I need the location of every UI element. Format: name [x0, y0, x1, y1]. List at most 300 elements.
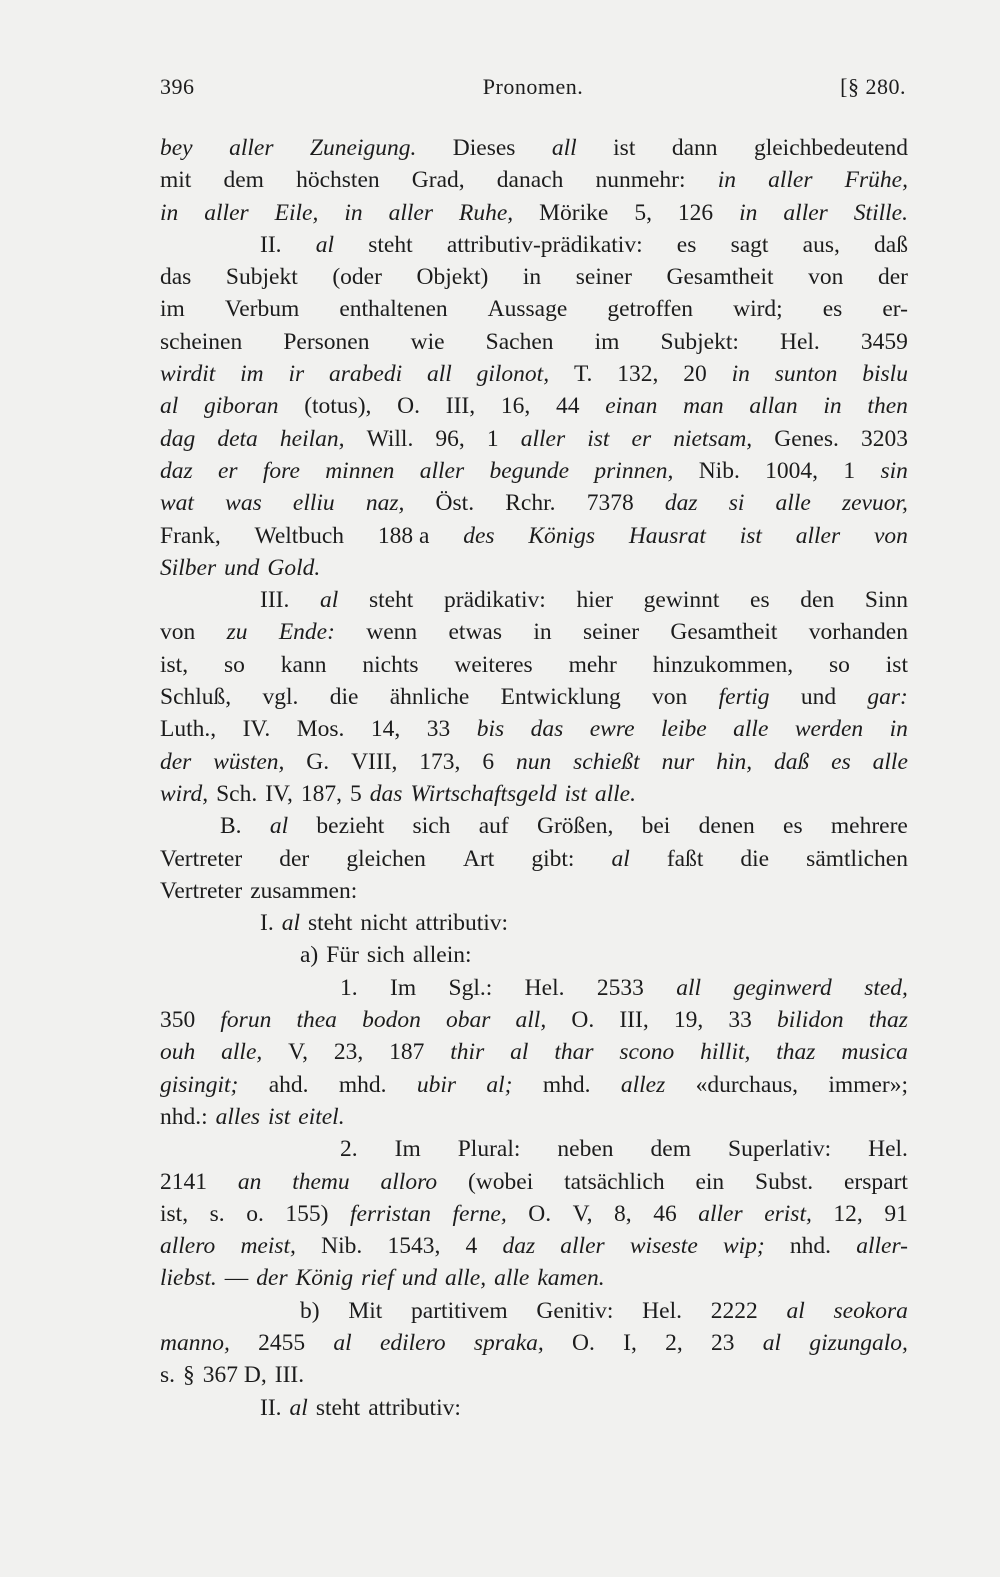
italic-word: allez	[620, 1071, 666, 1098]
word: Rchr.	[505, 490, 556, 517]
word: Mos.	[296, 716, 345, 743]
word: sagt	[730, 231, 769, 258]
italic-word: in	[731, 361, 750, 388]
word: es	[783, 813, 803, 840]
italic-word: al	[315, 231, 335, 258]
word: er-	[882, 296, 908, 323]
italic-word: werden	[794, 716, 864, 743]
italic-word: edilero	[379, 1329, 446, 1356]
word: höchsten	[296, 167, 380, 194]
text-line	[160, 261, 908, 293]
word: Subst.	[755, 1168, 814, 1195]
italic-word: in	[823, 393, 842, 420]
italic-word: nur	[661, 748, 695, 775]
word: III.	[274, 1362, 305, 1389]
text-line	[160, 293, 908, 325]
italic-word: Stille.	[853, 199, 908, 226]
word: Hel.	[780, 328, 820, 355]
word: 91	[884, 1200, 908, 1227]
word: daß	[874, 231, 908, 258]
word: 44	[555, 393, 580, 420]
italic-word: then	[867, 393, 908, 420]
italic-word: gar:	[867, 684, 908, 711]
word: Objekt)	[416, 264, 489, 291]
text-line	[160, 229, 908, 261]
word: bezieht	[316, 813, 385, 840]
text-line	[160, 1198, 908, 1230]
italic-word: all	[676, 974, 702, 1001]
word: getroffen	[607, 296, 694, 323]
italic-word: in	[344, 199, 363, 226]
italic-word: König	[295, 1265, 354, 1292]
word: prädikativ:	[444, 587, 546, 614]
word: 2533	[596, 974, 644, 1001]
italic-word: al	[510, 1039, 529, 1066]
word: Weltbuch	[254, 522, 344, 549]
italic-word: das	[369, 780, 403, 807]
word: 188 a	[377, 522, 430, 549]
word: seiner	[575, 264, 632, 291]
text-line	[160, 939, 908, 971]
section-marker: [§ 280.	[840, 74, 906, 99]
word: Frank,	[160, 522, 221, 549]
word: allein:	[412, 942, 472, 969]
word: dann	[671, 135, 718, 161]
word: 187	[389, 1039, 425, 1066]
word: I,	[623, 1329, 637, 1356]
text-line	[160, 584, 908, 616]
word: —	[224, 1265, 249, 1292]
word: Schluß,	[160, 684, 232, 711]
word: tatsächlich	[564, 1168, 665, 1195]
italic-word: al	[320, 587, 339, 614]
word: 173,	[419, 748, 461, 775]
word: ahd.	[268, 1071, 309, 1098]
word: II.	[260, 1394, 282, 1421]
italic-word: gizungalo,	[809, 1329, 908, 1356]
word: hinzukommen,	[652, 651, 794, 678]
italic-word: spraka,	[473, 1329, 544, 1356]
italic-word: ferristan	[350, 1200, 431, 1227]
italic-word: alle	[872, 748, 908, 775]
word: Art	[462, 845, 495, 872]
italic-word: alle.	[594, 780, 636, 807]
italic-word: allero	[160, 1233, 216, 1260]
italic-word: giboran	[204, 393, 279, 420]
italic-word: aller	[229, 135, 274, 161]
word: I.	[260, 910, 274, 937]
word: Öst.	[435, 490, 475, 517]
italic-word: daß	[774, 748, 810, 775]
italic-word: al	[269, 813, 289, 840]
word: nichts	[362, 651, 419, 678]
word: Sgl.:	[448, 974, 493, 1001]
italic-word: arabedi	[329, 361, 403, 388]
word: dem	[650, 1136, 691, 1163]
italic-word: zevuor,	[841, 490, 908, 517]
italic-word: der	[256, 1265, 288, 1292]
italic-word: alle	[775, 490, 811, 517]
word: Sinn	[864, 587, 908, 614]
text-line	[160, 197, 908, 229]
word: attributiv-prädikativ:	[446, 231, 643, 258]
word: s.	[160, 1362, 176, 1389]
word: Dieses	[452, 135, 516, 161]
word: und	[800, 684, 837, 711]
italic-word: von	[873, 522, 908, 549]
italic-word: si	[728, 490, 745, 517]
italic-word: in	[717, 167, 736, 194]
italic-word: thaz	[868, 1007, 908, 1034]
text-line	[160, 1101, 908, 1133]
italic-word: ist	[268, 1103, 291, 1130]
word: 2,	[665, 1329, 683, 1356]
word: IV,	[265, 780, 293, 807]
word: Aussage	[487, 296, 568, 323]
italic-word: wirdit	[160, 361, 216, 388]
word: im	[594, 328, 620, 355]
italic-word: bis	[476, 716, 505, 743]
word: Verbum	[224, 296, 300, 323]
text-line	[160, 1295, 908, 1327]
italic-word: sted,	[864, 974, 908, 1001]
italic-word: thaz	[776, 1039, 816, 1066]
word: attributiv:	[368, 1394, 461, 1421]
text-line	[160, 1262, 908, 1294]
word: neben	[557, 1136, 614, 1163]
word: so	[828, 651, 850, 678]
italic-word: alles	[215, 1103, 261, 1130]
word: 2.	[340, 1136, 358, 1163]
text-line	[160, 616, 908, 648]
italic-word: musica	[841, 1039, 908, 1066]
italic-word: aller-	[856, 1233, 908, 1260]
italic-word: wat	[160, 490, 194, 517]
word: sich	[412, 813, 451, 840]
word: 8,	[614, 1200, 632, 1227]
word: es	[750, 587, 770, 614]
word: Im	[394, 1136, 421, 1163]
italic-word: ist	[587, 425, 610, 452]
word: nunmehr:	[595, 167, 686, 194]
italic-word: minnen	[325, 457, 395, 484]
word: O.	[397, 393, 421, 420]
italic-word: Zuneigung.	[309, 135, 417, 161]
italic-word: rief	[361, 1265, 394, 1292]
italic-word: alle,	[221, 1039, 263, 1066]
italic-word: al	[333, 1329, 352, 1356]
italic-word: liebst.	[160, 1265, 217, 1292]
word: B.	[220, 813, 242, 840]
italic-word: aller	[520, 425, 566, 452]
italic-word: aller	[419, 457, 465, 484]
word: in	[533, 619, 552, 646]
word: von	[808, 264, 844, 291]
text-line	[160, 455, 908, 487]
word: Vertreter	[160, 845, 243, 872]
italic-word: aller	[795, 522, 841, 549]
word: vorhanden	[808, 619, 908, 646]
italic-word: wiseste	[629, 1233, 698, 1260]
italic-word: in	[160, 199, 179, 226]
italic-word: aller	[388, 199, 433, 226]
word: 23,	[333, 1039, 364, 1066]
word: nicht	[360, 910, 408, 937]
word: von	[160, 619, 196, 646]
italic-word: ir	[288, 361, 305, 388]
word: ist,	[160, 1200, 189, 1227]
word: enthaltenen	[339, 296, 448, 323]
italic-word: themu	[292, 1168, 350, 1195]
word: 23	[711, 1329, 735, 1356]
italic-word: des	[463, 522, 495, 549]
text-line	[160, 1004, 908, 1036]
word: Hel.	[868, 1136, 908, 1163]
word: Nib.	[698, 457, 740, 484]
word: 6	[482, 748, 495, 775]
italic-word: hin,	[716, 748, 753, 775]
word: 3203	[860, 425, 908, 452]
word: etwas	[448, 619, 503, 646]
italic-word: in	[739, 199, 758, 226]
word: 350	[160, 1007, 196, 1034]
italic-word: erist,	[764, 1200, 812, 1227]
word: Entwicklung	[500, 684, 621, 711]
text-line	[160, 1230, 908, 1262]
word: attributiv:	[415, 910, 509, 937]
italic-word: Frühe,	[844, 167, 908, 194]
italic-word: deta	[217, 425, 258, 452]
italic-word: daz	[502, 1233, 536, 1260]
word: mit	[160, 167, 192, 194]
italic-word: hillit,	[700, 1039, 751, 1066]
word: Will.	[366, 425, 414, 452]
italic-word: Hausrat	[628, 522, 706, 549]
word: bei	[641, 813, 671, 840]
italic-word: aller	[783, 199, 828, 226]
word: steht	[315, 1394, 361, 1421]
word: 4	[465, 1233, 478, 1260]
italic-word: an	[237, 1168, 262, 1195]
italic-word: das	[530, 716, 564, 743]
word: ein	[695, 1168, 725, 1195]
italic-word: alle	[494, 1265, 530, 1292]
text-line	[160, 132, 908, 164]
italic-word: zu	[226, 619, 248, 646]
word: vgl.	[262, 684, 299, 711]
word: 33	[426, 716, 451, 743]
word: wird;	[733, 296, 783, 323]
word: 2222	[710, 1297, 758, 1324]
word: von	[652, 684, 688, 711]
word: wie	[410, 328, 445, 355]
italic-word: thar	[554, 1039, 594, 1066]
word: 1	[486, 425, 499, 452]
word: a)	[300, 942, 319, 969]
italic-word: Königs	[528, 522, 595, 549]
italic-word: der	[160, 748, 192, 775]
word: Sachen	[485, 328, 554, 355]
italic-word: dag	[160, 425, 196, 452]
italic-word: nietsam,	[673, 425, 753, 452]
italic-word: alle,	[444, 1265, 487, 1292]
italic-word: Ruhe,	[458, 199, 514, 226]
word: III.	[260, 587, 290, 614]
italic-word: fertig	[718, 684, 770, 711]
word: 1	[843, 457, 856, 484]
italic-word: Silber	[160, 554, 217, 581]
word: IV.	[242, 716, 271, 743]
text-line	[160, 681, 908, 713]
italic-word: al	[611, 845, 630, 872]
italic-word: was	[225, 490, 262, 517]
italic-word: al	[281, 910, 300, 937]
word: Plural:	[457, 1136, 521, 1163]
word: sich	[366, 942, 405, 969]
word: der	[877, 264, 908, 291]
italic-word: obar	[445, 1007, 491, 1034]
italic-word: man	[683, 393, 724, 420]
word: ist	[885, 651, 908, 678]
word: wenn	[366, 619, 418, 646]
running-header	[160, 74, 906, 104]
word: Superlativ:	[728, 1136, 832, 1163]
italic-word: aller	[768, 167, 813, 194]
text-line	[160, 552, 908, 584]
word: die	[329, 684, 359, 711]
word: Sch.	[216, 780, 258, 807]
italic-word: im	[240, 361, 264, 388]
word: 3459	[860, 328, 908, 355]
text-line	[160, 843, 908, 875]
italic-word: sin	[880, 457, 908, 484]
word: 19,	[673, 1007, 704, 1034]
word: Größen,	[536, 813, 614, 840]
word: Subjekt:	[660, 328, 739, 355]
italic-word: forun	[220, 1007, 272, 1034]
word: so	[223, 651, 245, 678]
italic-word: seokora	[833, 1297, 908, 1324]
italic-word: thir	[450, 1039, 485, 1066]
italic-word: sunton	[774, 361, 838, 388]
word: Im	[390, 974, 417, 1001]
word: 46	[653, 1200, 677, 1227]
word: O.	[528, 1200, 552, 1227]
word: o.	[246, 1200, 264, 1227]
italic-word: all	[426, 361, 452, 388]
italic-word: fore	[262, 457, 300, 484]
italic-word: naz,	[365, 490, 405, 517]
italic-word: wip;	[722, 1233, 765, 1260]
text-line	[160, 875, 908, 907]
word: steht	[368, 231, 413, 258]
italic-word: und	[224, 554, 260, 581]
text-line	[160, 810, 908, 842]
word: den	[800, 587, 835, 614]
text-line	[160, 1133, 908, 1165]
word: steht	[368, 587, 414, 614]
word: III,	[445, 393, 476, 420]
italic-word: wird,	[160, 780, 209, 807]
word: (totus),	[304, 393, 372, 420]
word: es	[822, 296, 843, 323]
italic-word: aller	[698, 1200, 743, 1227]
italic-word: ferne,	[452, 1200, 507, 1227]
italic-word: begunde	[489, 457, 570, 484]
italic-word: bodon	[362, 1007, 421, 1034]
text-line	[160, 649, 908, 681]
word: 2141	[160, 1168, 207, 1195]
word: gibt:	[531, 845, 575, 872]
word: Nib.	[321, 1233, 363, 1260]
word: 132,	[617, 361, 659, 388]
word: hier	[576, 587, 614, 614]
word: Für	[326, 942, 359, 969]
italic-word: Ende:	[278, 619, 335, 646]
word: ist,	[160, 651, 189, 678]
word: 14,	[370, 716, 401, 743]
text-line	[160, 390, 908, 422]
word: aus,	[802, 231, 840, 258]
italic-word: einan	[605, 393, 658, 420]
word: G.	[306, 748, 330, 775]
italic-word: kamen.	[537, 1265, 605, 1292]
word: 12,	[833, 1200, 863, 1227]
page-number: 396	[160, 74, 195, 99]
italic-word: al	[762, 1329, 782, 1356]
word: zusammen:	[250, 877, 358, 904]
word: ähnliche	[389, 684, 470, 711]
italic-word: meist,	[240, 1233, 296, 1260]
word: s.	[209, 1200, 225, 1227]
word: Gesamtheit	[666, 264, 774, 291]
italic-word: bey	[160, 135, 193, 161]
italic-word: al	[786, 1297, 805, 1324]
text-line	[160, 907, 908, 939]
text-line	[160, 746, 908, 778]
word: dem	[223, 167, 264, 194]
word: steht	[307, 910, 353, 937]
word: 16,	[500, 393, 531, 420]
word: 1.	[340, 974, 358, 1001]
word: es	[676, 231, 697, 258]
word: gleichen	[346, 845, 426, 872]
word: der	[279, 845, 310, 872]
text-line	[160, 1166, 908, 1198]
word: Vertreter	[160, 877, 243, 904]
text-line	[160, 778, 908, 810]
word: b)	[300, 1297, 320, 1324]
word: (wobei	[467, 1168, 534, 1195]
word: 126	[677, 199, 714, 226]
word: 2455	[258, 1329, 306, 1356]
italic-word: leibe	[661, 716, 707, 743]
word: immer»;	[828, 1071, 908, 1098]
word: O.	[572, 1329, 595, 1356]
italic-word: ist	[739, 522, 762, 549]
text-line	[160, 972, 908, 1004]
word: 187,	[300, 780, 343, 807]
italic-word: bilidon	[777, 1007, 844, 1034]
word: weiteres	[454, 651, 533, 678]
word: danach	[496, 167, 564, 194]
word: (oder	[332, 264, 382, 291]
italic-word: all	[551, 135, 577, 161]
word: Gesamtheit	[670, 619, 778, 646]
italic-word: aller	[560, 1233, 605, 1260]
word: 5,	[634, 199, 652, 226]
italic-word: nun	[515, 748, 552, 775]
